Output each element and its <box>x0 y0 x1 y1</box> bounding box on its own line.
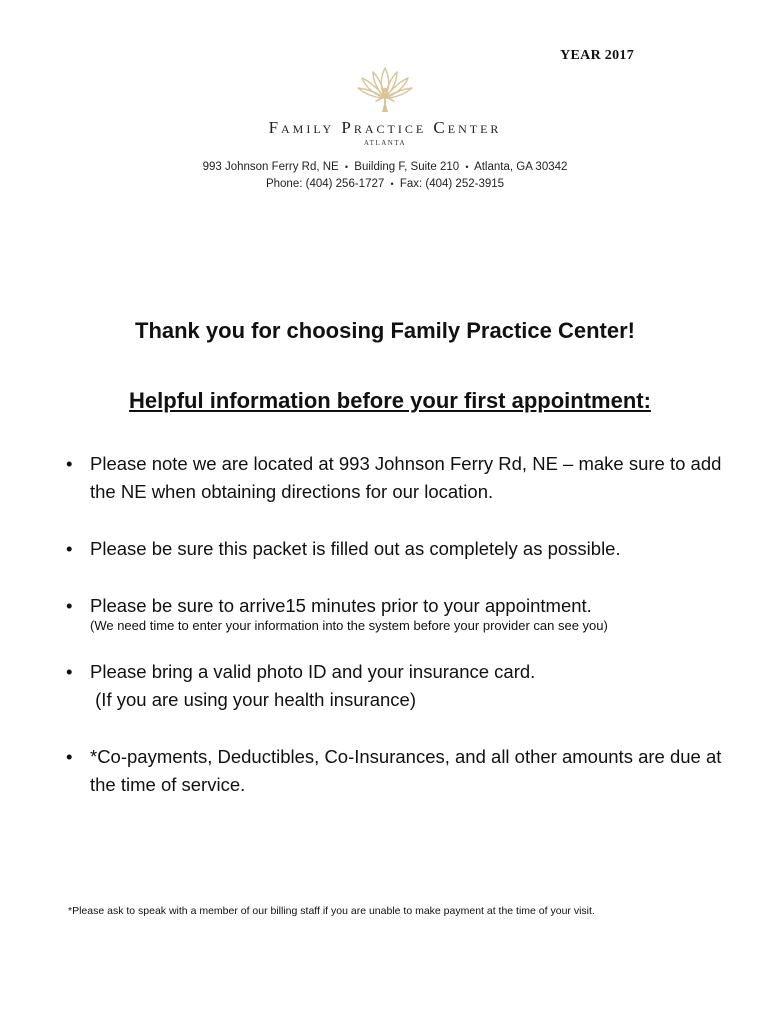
info-heading: Helpful information before your first appointment: <box>129 388 651 413</box>
bullet-mark: • <box>66 661 73 682</box>
list-item-text: Please note we are located at 993 Johnson Ferry Rd, NE – make sure to add the NE when obtaining directions for our location. <box>90 453 722 502</box>
address-building: Building F, Suite 210 <box>354 161 460 173</box>
fax-number: Fax: (404) 252-3915 <box>399 178 505 190</box>
list-item-note: (If you are using your health insurance) <box>90 689 416 710</box>
list-item <box>64 743 744 799</box>
separator-dot: • <box>465 162 469 172</box>
list-item-note: (We need time to enter your information into the system before your provider can see you) <box>90 618 608 633</box>
brand-name: Family Practice Center <box>268 118 502 137</box>
year-label: YEAR 2017 <box>560 48 634 63</box>
address-city: Atlanta, GA 30342 <box>474 161 568 173</box>
bullet-mark: • <box>66 746 73 767</box>
list-item <box>64 450 744 506</box>
list-item-text: Please bring a valid photo ID and your insurance card. <box>90 661 536 682</box>
thanks-heading: Thank you for choosing Family Practice Center! <box>135 318 635 343</box>
address-street: 993 Johnson Ferry Rd, NE <box>202 161 339 173</box>
list-item <box>64 535 744 563</box>
info-list <box>64 450 744 799</box>
brand-city: ATLANTA <box>363 139 407 147</box>
list-item-text: Please be sure to arrive15 minutes prior to your appointment. <box>90 595 592 616</box>
phone-number: Phone: (404) 256-1727 <box>265 178 385 190</box>
contact-line <box>0 178 770 190</box>
lotus-icon <box>355 64 415 116</box>
separator-dot: • <box>390 179 394 189</box>
list-item <box>64 592 744 634</box>
list-item-text: Please be sure this packet is filled out as completely as possible. <box>90 538 621 559</box>
list-item-text: *Co-payments, Deductibles, Co-Insurances, and all other amounts are due at the time of service. <box>90 746 722 795</box>
bullet-mark: • <box>66 538 73 559</box>
list-item <box>64 658 744 714</box>
address-line <box>0 161 770 173</box>
bullet-mark: • <box>66 595 73 616</box>
footer-note: *Please ask to speak with a member of our billing staff if you are unable to make payment at the time of your visit. <box>68 905 595 917</box>
bullet-mark: • <box>66 453 73 474</box>
separator-dot: • <box>344 162 349 172</box>
